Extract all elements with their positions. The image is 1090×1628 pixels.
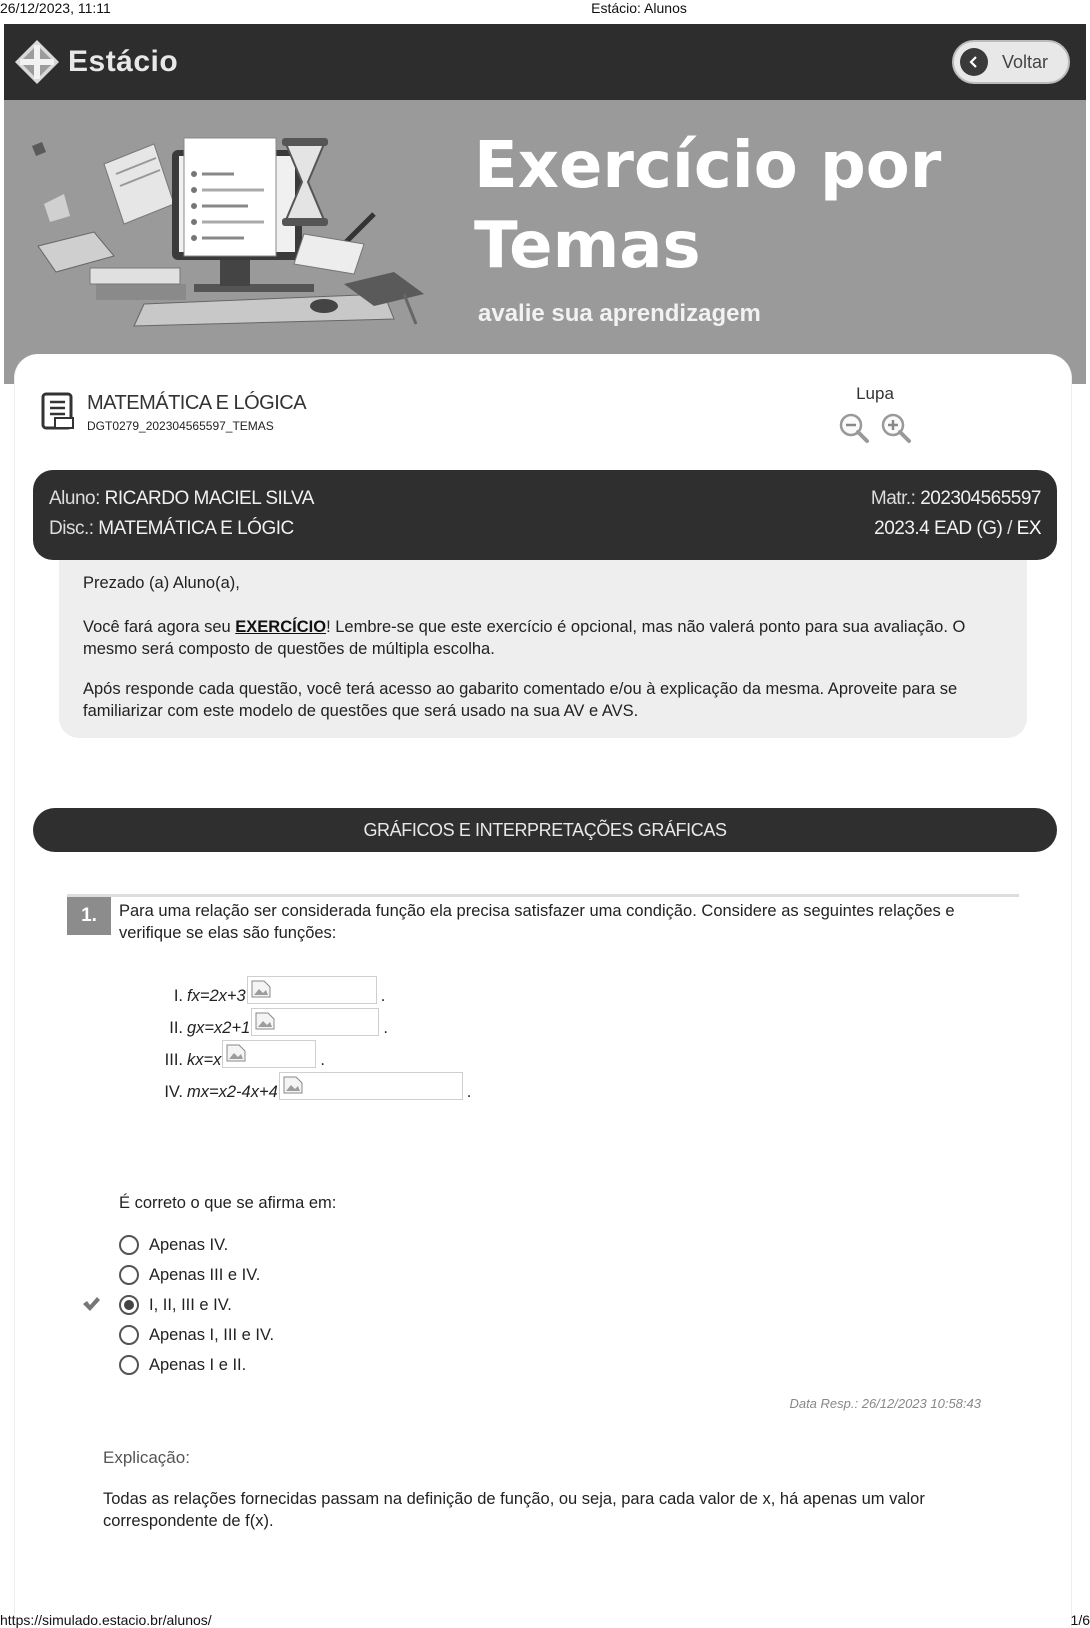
registration-number: 202304565597	[920, 488, 1041, 509]
check-placeholder	[81, 1325, 109, 1345]
banner-title-line1: Exercício por	[474, 129, 942, 203]
formula-expression: kx=x	[187, 1051, 222, 1069]
course-header	[41, 392, 306, 435]
section-header: GRÁFICOS E INTERPRETAÇÕES GRÁFICAS	[33, 808, 1057, 852]
brand-logo[interactable]	[14, 38, 178, 86]
option-label: Apenas I, III e IV.	[149, 1325, 275, 1344]
answer-option[interactable]	[81, 1350, 274, 1380]
formula-item	[145, 974, 471, 1006]
registration-label: Matr.:	[870, 488, 916, 509]
discipline-label: Disc.:	[49, 518, 94, 539]
instructions-text-cont: ! Lembre-se que este exercício é opcional, mas não valerá ponto para sua avaliação. O mesmo será composto de questões de múltipla escolha.	[83, 618, 966, 658]
registration-field	[871, 488, 1041, 510]
checkmark-icon	[81, 1295, 109, 1315]
formula-list	[145, 974, 471, 1102]
zoom-out-icon[interactable]	[838, 412, 870, 449]
zoom-in-icon[interactable]	[880, 412, 912, 449]
formula-number: II.	[169, 1019, 183, 1037]
exercise-link[interactable]: EXERCÍCIO	[235, 618, 327, 636]
formula-expression: gx=x2+1	[187, 1019, 251, 1037]
instructions-box	[59, 560, 1027, 738]
formula-item	[145, 1038, 471, 1070]
answer-options	[81, 1230, 274, 1380]
formula-expression: fx=2x+3	[187, 987, 246, 1005]
question-number: 1.	[67, 897, 111, 935]
formula-item	[145, 1070, 471, 1102]
option-label: I, II, III e IV.	[149, 1295, 232, 1314]
option-label: Apenas IV.	[149, 1235, 229, 1254]
banner-title	[474, 126, 941, 286]
radio-button-selected[interactable]	[119, 1295, 139, 1315]
broken-image-icon	[251, 1008, 379, 1036]
computer-illustration	[24, 134, 454, 364]
magnifier-label: Lupa	[856, 384, 894, 403]
formula-item	[145, 1006, 471, 1038]
print-url: https://simulado.estacio.br/alunos/	[0, 1612, 212, 1628]
instructions-paragraph-1	[83, 616, 1003, 660]
chevron-left-icon	[960, 48, 988, 76]
banner-subtitle: avalie sua aprendizagem	[478, 300, 761, 327]
check-placeholder	[81, 1235, 109, 1255]
greeting: Prezado (a) Aluno(a),	[83, 574, 240, 592]
course-code: DGT0279_202304565597_TEMAS	[87, 419, 274, 433]
magnifier-controls	[835, 384, 915, 449]
student-info-bar	[33, 470, 1057, 560]
period-field	[874, 518, 1041, 540]
print-footer	[0, 1610, 1090, 1628]
broken-image-icon	[279, 1072, 463, 1100]
formula-end: .	[380, 987, 386, 1005]
question-divider	[67, 894, 1019, 897]
question-text: Para uma relação ser considerada função ela precisa satisfazer uma condição. Considere as seguintes relações e verifique se elas são funções:	[119, 902, 955, 942]
student-name: RICARDO MACIEL SILVA	[104, 488, 314, 509]
answer-option[interactable]	[81, 1230, 274, 1260]
student-name-field	[49, 488, 314, 510]
formula-end: .	[320, 1051, 325, 1069]
exercise-type: EX	[1016, 518, 1041, 539]
broken-image-icon	[247, 976, 377, 1004]
formula-number: I.	[173, 987, 183, 1005]
radio-button[interactable]	[119, 1265, 139, 1285]
back-button[interactable]	[952, 40, 1070, 84]
discipline-field	[49, 518, 294, 540]
radio-button[interactable]	[119, 1355, 139, 1375]
print-header	[0, 0, 1090, 16]
instructions-paragraph-2: Após responde cada questão, você terá acesso ao gabarito comentado e/ou à explicação da mesma. Aproveite para se familiarizar com este modelo de questões que será usado na sua AV e AVS.	[83, 680, 958, 720]
estacio-logo-icon	[14, 39, 60, 85]
answer-option[interactable]	[81, 1290, 274, 1320]
course-title: MATEMÁTICA E LÓGICA	[87, 392, 307, 414]
formula-expression: mx=x2-4x+4	[187, 1083, 278, 1101]
print-page-number: 1/6	[1070, 1612, 1090, 1628]
radio-button[interactable]	[119, 1235, 139, 1255]
option-label: Apenas I e II.	[149, 1355, 247, 1374]
period-separator: /	[1007, 518, 1012, 539]
brand-name: Estácio	[68, 45, 179, 78]
banner-title-line2: Temas	[474, 209, 701, 283]
explanation-label: Explicação:	[103, 1448, 190, 1467]
print-date: 26/12/2023, 11:11	[0, 0, 111, 16]
explanation-text: Todas as relações fornecidas passam na definição de função, ou seja, para cada valor de x, há apenas um valor correspondente de f(x).	[103, 1490, 925, 1530]
radio-button[interactable]	[119, 1325, 139, 1345]
check-placeholder	[81, 1265, 109, 1285]
top-bar	[4, 24, 1086, 100]
question-prompt: É correto o que se afirma em:	[119, 1194, 337, 1212]
formula-end: .	[383, 1019, 388, 1037]
formula-number: IV.	[164, 1083, 183, 1101]
period: 2023.4 EAD (G)	[874, 518, 1003, 539]
option-label: Apenas III e IV.	[149, 1265, 261, 1284]
instructions-text: Você fará agora seu	[83, 618, 236, 636]
answer-option[interactable]	[81, 1320, 274, 1350]
answer-option[interactable]	[81, 1260, 274, 1290]
response-date: Data Resp.: 26/12/2023 10:58:43	[789, 1396, 981, 1411]
formula-end: .	[466, 1083, 472, 1101]
back-button-label: Voltar	[1002, 51, 1049, 72]
check-placeholder	[81, 1355, 109, 1375]
student-label: Aluno:	[49, 488, 100, 509]
discipline-name: MATEMÁTICA E LÓGIC	[98, 518, 294, 539]
formula-number: III.	[164, 1051, 183, 1069]
main-card	[14, 354, 1072, 1628]
print-title: Estácio: Alunos	[591, 0, 687, 16]
broken-image-icon	[222, 1040, 316, 1068]
hero-banner	[4, 100, 1086, 384]
document-icon	[41, 392, 75, 435]
